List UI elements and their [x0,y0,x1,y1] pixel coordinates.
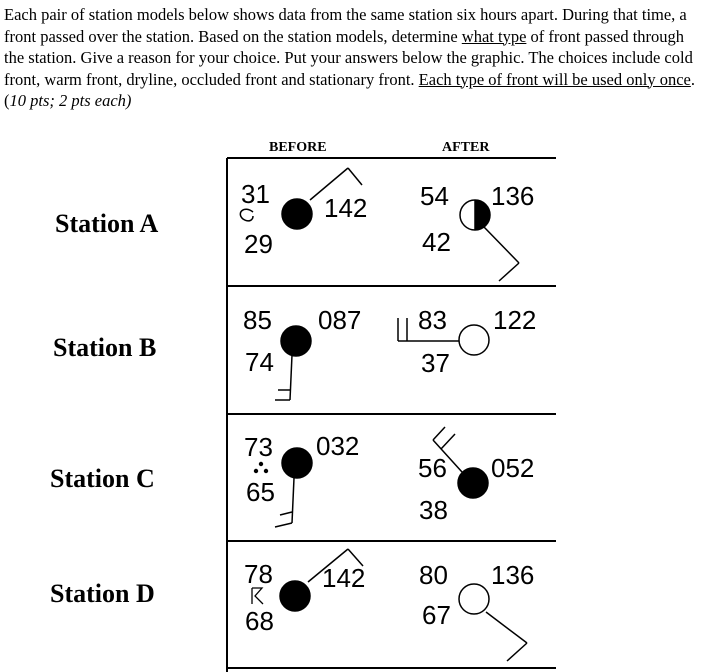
station-a-after-dewpoint: 42 [422,227,451,257]
station-a-before-temp: 31 [241,179,270,209]
sky-cover-clear-icon [459,584,489,614]
station-a-after-model [420,181,534,281]
station-c-label: Station C [50,464,155,493]
station-c-before-temp: 73 [244,432,273,462]
station-d-after-dewpoint: 67 [422,600,451,630]
sky-cover-overcast-icon [282,199,312,229]
station-a-label: Station A [55,209,159,238]
station-a-after-temp: 54 [420,181,449,211]
station-c-after-temp: 56 [418,453,447,483]
station-a-before-pressure: 142 [324,193,368,223]
station-b-after-pressure: 122 [493,305,537,335]
sky-cover-overcast-icon [281,326,311,356]
station-d-before-pressure: 142 [322,563,366,593]
station-a-after-pressure: 136 [491,181,535,211]
sky-cover-half-fill [475,200,490,230]
station-b-after-dewpoint: 37 [421,348,450,378]
station-c-after-dewpoint: 38 [419,495,448,525]
wind-barb-shaft [290,355,292,400]
station-b-before-model [243,305,361,400]
prompt-text-3: . ( [4,69,695,110]
sky-cover-clear-icon [459,325,489,355]
station-c-before-pressure: 032 [316,431,360,461]
thunderstorm-symbol-icon [252,588,263,604]
station-d-after-model [419,560,534,661]
prompt-underline-1: what type [461,26,527,46]
drizzle-symbol-icon [240,209,253,221]
station-b-before-pressure: 087 [318,305,362,335]
station-a-before-model [240,168,367,259]
wind-barb [499,263,519,281]
station-b-after-model [398,305,536,378]
station-b-before-temp: 85 [243,305,272,335]
wind-barb [507,643,527,661]
station-d-after-pressure: 136 [491,560,535,590]
station-c-after-pressure: 052 [491,453,535,483]
station-b-label: Station B [53,333,157,362]
station-d-after-temp: 80 [419,560,448,590]
wind-barb-shaft [484,227,519,263]
station-a-before-dewpoint: 29 [244,229,273,259]
station-d-before-temp: 78 [244,559,273,589]
prompt-underline-2: Each type of front will be used only once [418,69,691,89]
sky-cover-overcast-icon [280,581,310,611]
station-d-before-model [244,549,365,636]
sky-cover-overcast-icon [282,448,312,478]
sky-cover-overcast-icon [458,468,488,498]
station-d-before-dewpoint: 68 [245,606,274,636]
wind-barb-shaft [486,612,527,643]
prompt-text-1: Each pair of station models below shows data from the same station six hours apart. During that time, a front passed over the station. Based on the station models, determine [4,5,687,46]
station-b-before-dewpoint: 74 [245,347,274,377]
prompt-text-2: of front passed through the station. Give a reason for your choice. Put your answers below the graphic. The choices include cold front, warm front, dryline, occluded front and stationary front. [4,26,693,89]
station-d-label: Station D [50,579,155,608]
station-c-after-model [418,427,534,525]
wind-barb-shaft [292,478,294,523]
station-c-before-dewpoint: 65 [246,477,275,507]
wind-barb [280,512,292,515]
header-before: BEFORE [269,140,327,155]
station-c-before-model [244,431,359,527]
wind-barb [348,168,362,185]
wind-barb [433,427,445,440]
station-b-after-temp: 83 [418,305,447,335]
header-after: AFTER [442,140,490,155]
rain-symbol-icon [254,462,268,473]
wind-barb [275,523,292,527]
prompt-points: 10 pts; 2 pts each) [9,91,132,110]
wind-barb [441,434,455,449]
